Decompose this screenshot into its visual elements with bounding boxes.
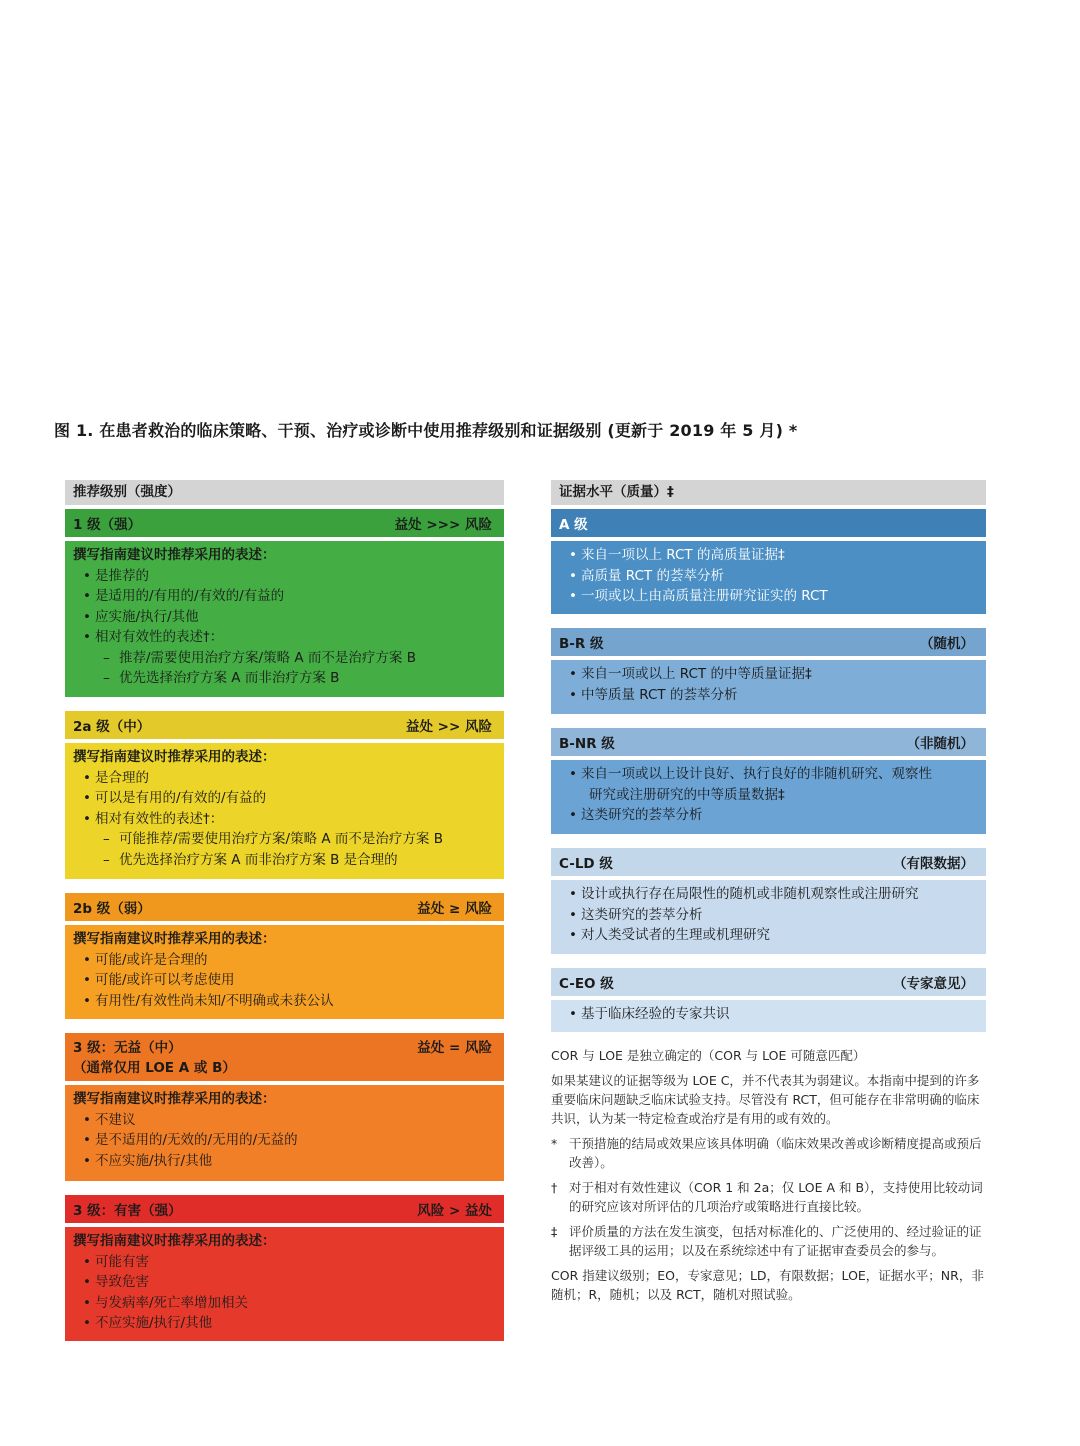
class-3-harm-bar <box>65 1195 504 1223</box>
footnote-text: 干预措施的结局或效果应该具体明确（临床效果改善或诊断精度提高或预后改善）。 <box>569 1136 982 1170</box>
list-item: • 导致危害 <box>73 1272 496 1293</box>
class-label: 3 级：无益（中） <box>73 1040 182 1056</box>
level-c-ld-box <box>551 880 986 954</box>
cor-header: 推荐级别（强度） <box>65 480 504 505</box>
footnote-mark: † <box>551 1180 558 1195</box>
list-item: • 与发病率/死亡率增加相关 <box>73 1293 496 1314</box>
phrasing-lead: 撰写指南建议时推荐采用的表述： <box>73 931 276 947</box>
list-item-continuation: 研究或注册研究的中等质量数据‡ <box>589 786 785 803</box>
level-b-r-bar <box>551 628 986 656</box>
level-c-eo-box <box>551 1000 986 1032</box>
list-item: • 可以是有用的/有效的/有益的 <box>73 788 496 809</box>
list-item: • 设计或执行存在局限性的随机或非随机观察性或注册研究 <box>559 884 978 905</box>
list-item: • 相对有效性的表述†： <box>73 809 496 830</box>
list-item: • 不应实施/执行/其他 <box>73 1313 496 1334</box>
list-item: • 应实施/执行/其他 <box>73 607 496 628</box>
footnote-text: 对于相对有效性建议（COR 1 和 2a；仅 LOE A 和 B），支持使用比较动词的研究应该对所评估的几项治疗或策略进行直接比较。 <box>569 1180 983 1214</box>
list-item: • 对人类受试者的生理或机理研究 <box>559 925 978 946</box>
list-item: • 这类研究的荟萃分析 <box>559 805 978 826</box>
class-1-box <box>65 541 504 697</box>
list-item: • 可能/或许是合理的 <box>73 950 496 971</box>
class-label-note: （通常仅用 LOE A 或 B） <box>73 1060 236 1076</box>
list-item: • 可能/或许可以考虑使用 <box>73 970 496 991</box>
benefit-risk: 益处 >>> 风险 <box>394 517 492 533</box>
level-qualifier: （非随机） <box>906 736 974 752</box>
level-qualifier: （专家意见） <box>893 976 974 992</box>
benefit-risk: 益处 ≥ 风险 <box>417 901 492 917</box>
phrasing-lead: 撰写指南建议时推荐采用的表述： <box>73 1233 276 1249</box>
footnote <box>551 1178 986 1216</box>
list-item: • 是推荐的 <box>73 566 496 587</box>
loe-c-note: 如果某建议的证据等级为 LOE C，并不代表其为弱建议。本指南中提到的许多重要临床问题缺乏临床试验支持。尽管没有 RCT，但可能存在非常明确的临床共识，认为某一特定检查或治疗是有用的或有效的。 <box>551 1073 980 1126</box>
class-label: 2a 级（中） <box>73 719 151 735</box>
list-item: • 基于临床经验的专家共识 <box>559 1004 978 1025</box>
list-item: • 高质量 RCT 的荟萃分析 <box>559 566 978 587</box>
class-2a-bar <box>65 711 504 739</box>
level-b-r-box <box>551 660 986 714</box>
phrasing-lead: 撰写指南建议时推荐采用的表述： <box>73 749 276 765</box>
list-item: • 不建议 <box>73 1110 496 1131</box>
class-label: 2b 级（弱） <box>73 901 151 917</box>
footnote <box>551 1134 986 1172</box>
sub-list-item: – 推荐/需要使用治疗方案/策略 A 而不是治疗方案 B <box>73 648 496 669</box>
level-c-eo-bar <box>551 968 986 996</box>
level-c-ld-bar <box>551 848 986 876</box>
class-2b-box <box>65 925 504 1019</box>
class-label: 3 级：有害（强） <box>73 1203 182 1219</box>
class-3-no-benefit-box <box>65 1085 504 1181</box>
sub-list-item: – 可能推荐/需要使用治疗方案/策略 A 而不是治疗方案 B <box>73 829 496 850</box>
benefit-risk: 益处 = 风险 <box>417 1040 492 1056</box>
footnote <box>551 1222 986 1260</box>
class-3-no-benefit-bar <box>65 1033 504 1081</box>
list-item: • 相对有效性的表述†： <box>73 627 496 648</box>
level-label: C-LD 级 <box>559 856 613 872</box>
list-item: • 这类研究的荟萃分析 <box>559 905 978 926</box>
list-item: • 有用性/有效性尚未知/不明确或未获公认 <box>73 991 496 1012</box>
independence-note: COR 与 LOE 是独立确定的（COR 与 LOE 可随意匹配） <box>551 1048 866 1063</box>
sub-list-item: – 优先选择治疗方案 A 而非治疗方案 B 是合理的 <box>73 850 496 871</box>
loe-header: 证据水平（质量）‡ <box>551 480 986 505</box>
sub-list-item: – 优先选择治疗方案 A 而非治疗方案 B <box>73 668 496 689</box>
list-item: • 一项或以上由高质量注册研究证实的 RCT <box>559 586 978 607</box>
footnote-mark: * <box>551 1136 558 1151</box>
level-label: A 级 <box>559 517 588 533</box>
phrasing-lead: 撰写指南建议时推荐采用的表述： <box>73 1091 276 1107</box>
level-b-nr-box <box>551 760 986 834</box>
list-item: • 可能有害 <box>73 1252 496 1273</box>
class-2a-box <box>65 743 504 879</box>
list-item: • 来自一项或以上 RCT 的中等质量证据‡ <box>559 664 978 685</box>
benefit-risk: 风险 > 益处 <box>417 1203 492 1219</box>
cor-column <box>65 480 504 1341</box>
footnote-mark: ‡ <box>551 1224 558 1239</box>
loe-column <box>551 480 986 1310</box>
level-qualifier: （有限数据） <box>893 856 974 872</box>
class-1-bar <box>65 509 504 537</box>
list-item: • 是合理的 <box>73 768 496 789</box>
list-item: • 是适用的/有用的/有效的/有益的 <box>73 586 496 607</box>
list-item: • 来自一项以上 RCT 的高质量证据‡ <box>559 545 978 566</box>
class-label: 1 级（强） <box>73 517 142 533</box>
footnote-text: 评价质量的方法在发生演变，包括对标准化的、广泛使用的、经过验证的证据评级工具的运用；以及在系统综述中有了证据审查委员会的参与。 <box>569 1224 982 1258</box>
figure-title: 图 1. 在患者救治的临床策略、干预、治疗或诊断中使用推荐级别和证据级别 (更新于 2019 年 5 月) * <box>54 421 798 440</box>
level-a-bar <box>551 509 986 537</box>
level-label: B-NR 级 <box>559 736 615 752</box>
list-item: • 不应实施/执行/其他 <box>73 1151 496 1172</box>
class-2b-bar <box>65 893 504 921</box>
class-3-harm-box <box>65 1227 504 1341</box>
level-qualifier: （随机） <box>920 636 974 652</box>
notes <box>551 1046 986 1304</box>
list-item: • 中等质量 RCT 的荟萃分析 <box>559 685 978 706</box>
list-item: • 来自一项或以上设计良好、执行良好的非随机研究、观察性 <box>559 764 978 785</box>
phrasing-lead: 撰写指南建议时推荐采用的表述： <box>73 547 276 563</box>
list-item: • 是不适用的/无效的/无用的/无益的 <box>73 1130 496 1151</box>
abbreviations-note: COR 指建议级别；EO，专家意见；LD，有限数据；LOE，证据水平；NR，非随机；R，随机；以及 RCT，随机对照试验。 <box>551 1268 984 1302</box>
level-label: C-EO 级 <box>559 976 614 992</box>
level-b-nr-bar <box>551 728 986 756</box>
level-a-box <box>551 541 986 614</box>
level-label: B-R 级 <box>559 636 604 652</box>
benefit-risk: 益处 >> 风险 <box>405 719 492 735</box>
